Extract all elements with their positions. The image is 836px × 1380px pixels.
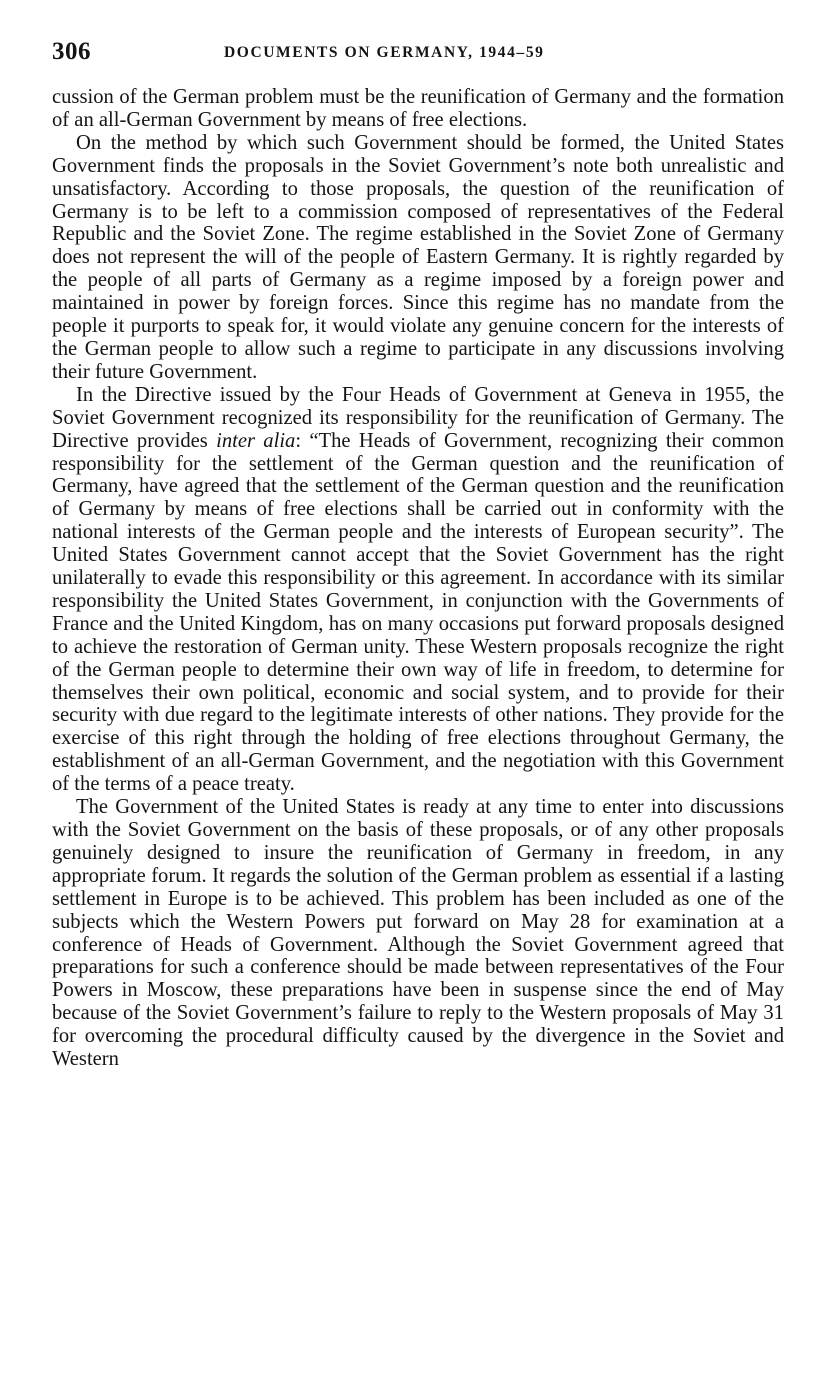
- paragraph-3: [52, 384, 784, 796]
- body-text: [52, 86, 784, 1071]
- paragraph-1: cussion of the German problem must be the reunification of Germany and the formation of an all-German Government by means of free elections.: [52, 86, 784, 131]
- paragraph-2: On the method by which such Government should be formed, the United States Government finds the proposals in the Soviet Government’s note both unrealistic and unsatisfactory. According to those proposals, the question of the reunification of Germany is to be left to a commission composed of representatives of the Federal Republic and the Soviet Zone. The regime established in the Soviet Zone of Germany does not represent the will of the people of Eastern Germany. It is rightly regarded by the people of all parts of Germany as a regime imposed by a foreign power and maintained in power by foreign forces. Since this regime has no mandate from the people it purports to speak for, it would violate any genuine concern for the interests of the German people to allow such a regime to participate in any discussions involving their future Government.: [52, 131, 784, 383]
- paragraph-3-text-start: In the Directive issued by the Four Heads of Government at Geneva in 1955, the Soviet Government recognized its responsibility for the reunification of Germany. The Directive provides: [52, 383, 784, 452]
- paragraph-3-text-end: : “The Heads of Government, recognizing their common responsibility for the settlement of the German question and the reunification of Germany, have agreed that the settlement of the German question and the reunification of Germany by means of free elections shall be carried out in conformity with the national interests of the German people and the interests of European security”. The United States Government cannot accept that the Soviet Government has the right unilaterally to evade this responsibility or this agreement. In accordance with its similar responsibility the United States Government, in conjunction with the Governments of France and the United Kingdom, has on many occasions put forward proposals designed to achieve the restoration of German unity. These Western proposals recognize the right of the German people to determine their own way of life in freedom, to determine for themselves their own political, economic and social system, and to provide for their security with due regard to the legitimate interests of other nations. They provide for the exercise of this right through the holding of free elections throughout Germany, the establishment of an all-German Government, and the negotiation with this Government of the terms of a peace treaty.: [52, 429, 784, 796]
- running-head: DOCUMENTS ON GERMANY, 1944–59: [224, 44, 545, 61]
- latin-phrase: inter alia: [216, 429, 296, 452]
- paragraph-4: The Government of the United States is ready at any time to enter into discussions with the Soviet Government on the basis of these proposals, or of any other proposals genuinely designed to insure the reunification of Germany in freedom, in any appropriate forum. It regards the solution of the German problem as essential if a lasting settlement in Europe is to be achieved. This problem has been included as one of the subjects which the Western Powers put forward on May 28 for examination at a conference of Heads of Government. Although the Soviet Government agreed that preparations for such a conference should be made between representatives of the Four Powers in Moscow, these preparations have been in suspense since the end of May because of the Soviet Government’s failure to reply to the Western proposals of May 31 for overcoming the procedural difficulty caused by the divergence in the Soviet and Western: [52, 796, 784, 1071]
- document-page: [52, 38, 784, 1071]
- page-number: 306: [52, 38, 91, 65]
- page-header: [52, 38, 784, 72]
